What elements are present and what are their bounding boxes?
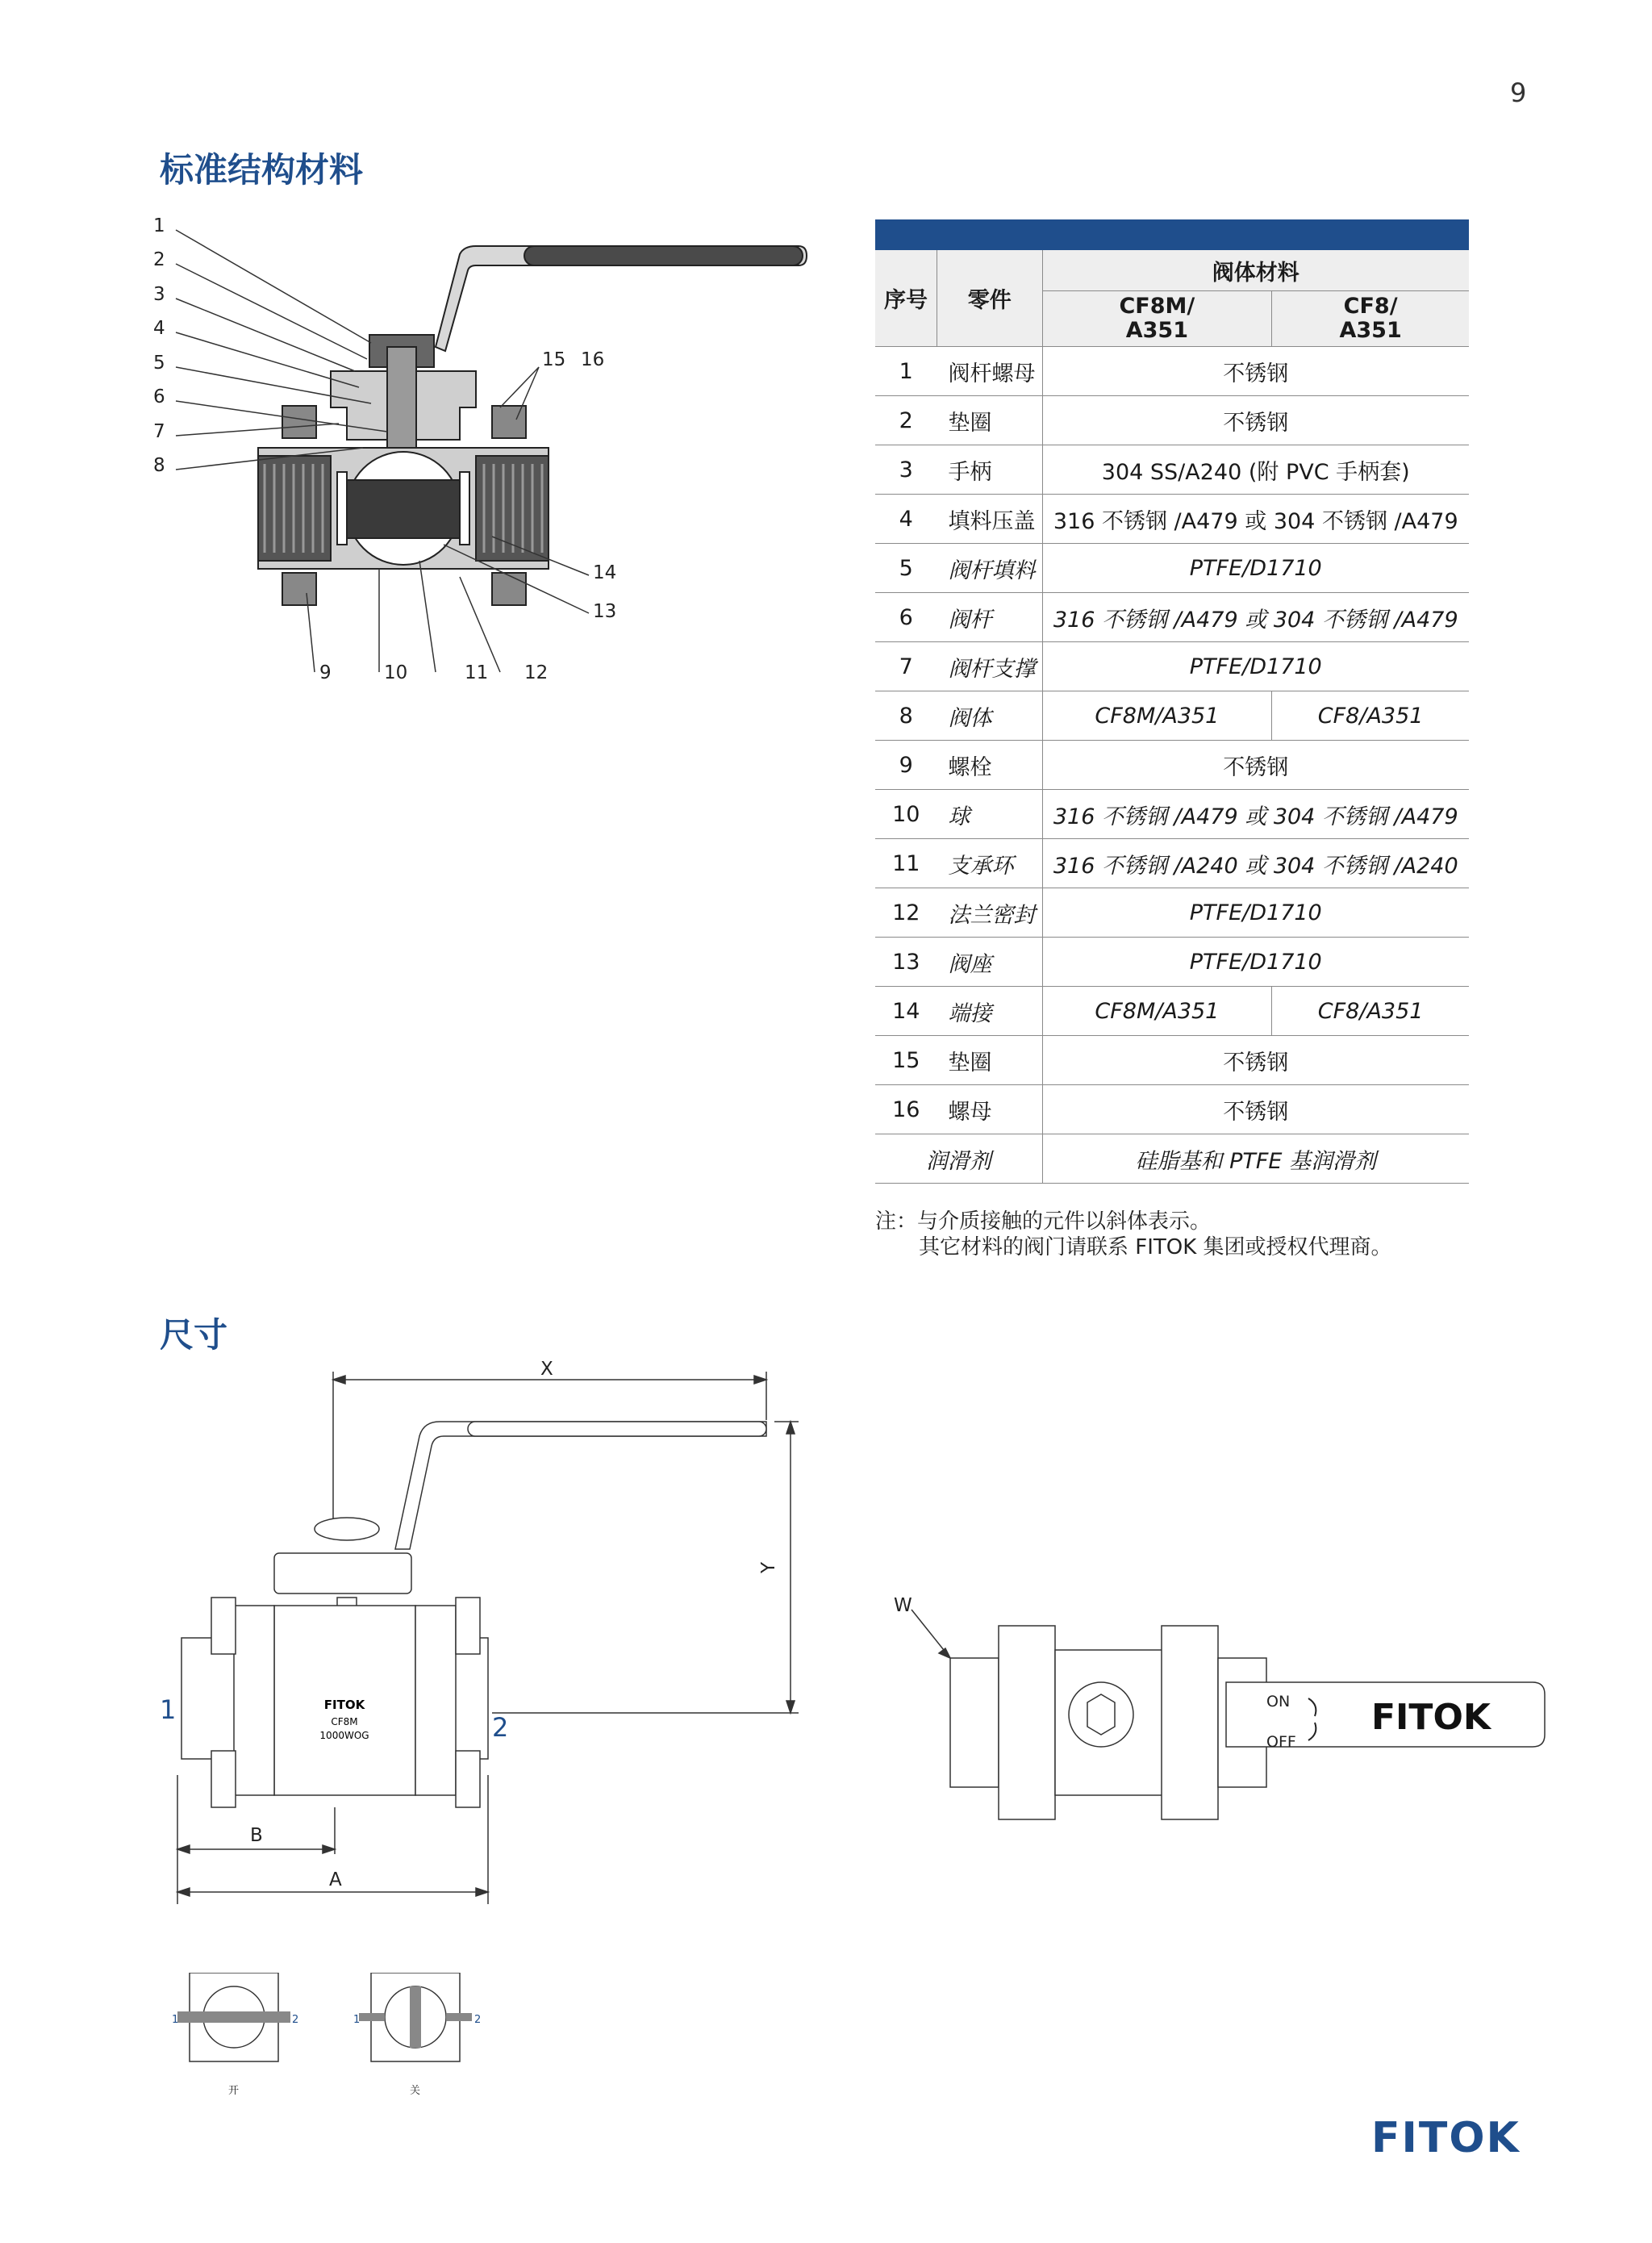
left-end-connector bbox=[950, 1658, 999, 1787]
row-value-cf8: CF8/A351 bbox=[1272, 691, 1469, 741]
bolt-top-right bbox=[456, 1598, 480, 1654]
dim-a-label: A bbox=[329, 1869, 342, 1890]
open-position-bar bbox=[177, 2011, 290, 2023]
callout-10: 10 bbox=[384, 662, 408, 683]
table-row bbox=[875, 938, 1469, 987]
header-part: 零件 bbox=[937, 250, 1043, 347]
row-part: 填料压盖 bbox=[937, 495, 1043, 544]
left-flange bbox=[234, 1606, 274, 1795]
closed-label: 关 bbox=[410, 2085, 421, 2097]
row-num: 13 bbox=[875, 938, 937, 987]
row-part: 阀杆支撑 bbox=[937, 642, 1043, 691]
callout-15: 15 bbox=[542, 349, 566, 370]
right-flange bbox=[1162, 1626, 1218, 1819]
callout-5: 5 bbox=[153, 353, 165, 374]
table-row bbox=[875, 1085, 1469, 1134]
row-part: 支承环 bbox=[937, 839, 1043, 888]
closed-pipe-stub-right bbox=[446, 2013, 472, 2021]
lubricant-label: 润滑剂 bbox=[875, 1134, 1042, 1184]
row-num: 5 bbox=[875, 544, 937, 593]
callout-4: 4 bbox=[153, 318, 165, 339]
header-material: 阀体材料 bbox=[1042, 250, 1469, 291]
ball-bore bbox=[339, 480, 468, 538]
header-seq: 序号 bbox=[875, 250, 937, 347]
row-value: PTFE/D1710 bbox=[1042, 938, 1469, 987]
open-label: 开 bbox=[228, 2085, 240, 2097]
row-part: 阀杆螺母 bbox=[937, 347, 1043, 396]
top-view-drawing bbox=[887, 1585, 1549, 1844]
row-num: 9 bbox=[875, 741, 937, 790]
table-row bbox=[875, 445, 1469, 495]
row-value: 不锈钢 bbox=[1042, 741, 1469, 790]
header-cf8: CF8/ A351 bbox=[1272, 291, 1469, 347]
header-cf8m: CF8M/ A351 bbox=[1042, 291, 1272, 347]
row-num: 2 bbox=[875, 396, 937, 445]
row-part: 螺栓 bbox=[937, 741, 1043, 790]
lubricant-value: 硅脂基和 PTFE 基润滑剂 bbox=[1042, 1134, 1469, 1184]
row-num: 11 bbox=[875, 839, 937, 888]
handle-grip bbox=[524, 246, 803, 265]
row-value-cf8: CF8/A351 bbox=[1272, 987, 1469, 1036]
dimensions-section-title: 尺寸 bbox=[160, 1315, 228, 1355]
right-flange bbox=[415, 1606, 456, 1795]
table-row bbox=[875, 544, 1469, 593]
table-header-row bbox=[875, 250, 1469, 291]
row-value: PTFE/D1710 bbox=[1042, 544, 1469, 593]
table-row bbox=[875, 495, 1469, 544]
row-num: 10 bbox=[875, 790, 937, 839]
row-part: 阀座 bbox=[937, 938, 1043, 987]
closed-port-2: 2 bbox=[474, 2014, 482, 2026]
row-num: 3 bbox=[875, 445, 937, 495]
note-line-1: 注：与介质接触的元件以斜体表示。 bbox=[875, 1209, 1212, 1234]
valve-cross-section-drawing bbox=[153, 206, 815, 690]
row-part: 端接 bbox=[937, 987, 1043, 1036]
closed-port-1: 1 bbox=[353, 2014, 361, 2026]
row-num: 12 bbox=[875, 888, 937, 938]
closed-pipe-stub-left bbox=[359, 2013, 385, 2021]
table-row bbox=[875, 790, 1469, 839]
bolt-bottom-right bbox=[456, 1751, 480, 1807]
port-2-label: 2 bbox=[492, 1712, 509, 1743]
row-num: 15 bbox=[875, 1036, 937, 1085]
handle-brand: FITOK bbox=[1371, 1697, 1491, 1738]
row-num: 4 bbox=[875, 495, 937, 544]
table-row-lubricant bbox=[875, 1134, 1469, 1184]
row-num: 16 bbox=[875, 1085, 937, 1134]
table-row bbox=[875, 1036, 1469, 1085]
row-value: 不锈钢 bbox=[1042, 1085, 1469, 1134]
row-value: 304 SS/A240 (附 PVC 手柄套) bbox=[1042, 445, 1469, 495]
callout-3: 3 bbox=[153, 284, 165, 305]
callout-1: 1 bbox=[153, 215, 165, 236]
body-brand: FITOK bbox=[323, 1698, 365, 1712]
row-value: PTFE/D1710 bbox=[1042, 888, 1469, 938]
stem-nut bbox=[315, 1518, 379, 1540]
materials-section-title: 标准结构材料 bbox=[160, 150, 364, 190]
handle-grip bbox=[468, 1422, 766, 1436]
callout-14: 14 bbox=[593, 562, 617, 583]
seat-right bbox=[460, 472, 469, 545]
position-icons bbox=[165, 1973, 504, 2114]
bonnet bbox=[274, 1553, 411, 1593]
bolt-bottom-left bbox=[211, 1751, 236, 1807]
callout-11: 11 bbox=[465, 662, 489, 683]
callout-8: 8 bbox=[153, 455, 165, 476]
bolt-top-right bbox=[492, 406, 526, 438]
row-value-cf8m: CF8M/A351 bbox=[1042, 987, 1272, 1036]
materials-table bbox=[875, 250, 1469, 1184]
body-material: CF8M bbox=[331, 1716, 358, 1727]
dim-b-label: B bbox=[250, 1825, 263, 1846]
callout-13: 13 bbox=[593, 601, 617, 622]
row-value: 不锈钢 bbox=[1042, 396, 1469, 445]
row-value: 316 不锈钢 /A479 或 304 不锈钢 /A479 bbox=[1042, 495, 1469, 544]
open-port-2: 2 bbox=[292, 2014, 299, 2026]
row-part: 垫圈 bbox=[937, 396, 1043, 445]
row-num: 14 bbox=[875, 987, 937, 1036]
handle-off-label: OFF bbox=[1266, 1733, 1296, 1751]
row-part: 螺母 bbox=[937, 1085, 1043, 1134]
bolt-bottom-left bbox=[282, 573, 316, 605]
row-value-cf8m: CF8M/A351 bbox=[1042, 691, 1272, 741]
row-value: 316 不锈钢 /A479 或 304 不锈钢 /A479 bbox=[1042, 593, 1469, 642]
bolt-top-left bbox=[282, 406, 316, 438]
callout-9: 9 bbox=[319, 662, 332, 683]
table-row bbox=[875, 987, 1469, 1036]
handle bbox=[395, 1422, 766, 1549]
dim-w-label: W bbox=[894, 1595, 912, 1616]
front-view-dimension-drawing bbox=[153, 1355, 831, 1920]
table-row bbox=[875, 741, 1469, 790]
callout-6: 6 bbox=[153, 386, 165, 407]
row-part: 手柄 bbox=[937, 445, 1043, 495]
handle-on-label: ON bbox=[1266, 1693, 1291, 1710]
row-value: PTFE/D1710 bbox=[1042, 642, 1469, 691]
open-port-1: 1 bbox=[172, 2014, 179, 2026]
row-part: 球 bbox=[937, 790, 1043, 839]
page-number: 9 bbox=[1510, 77, 1527, 108]
row-part: 阀杆 bbox=[937, 593, 1043, 642]
callout-12: 12 bbox=[524, 662, 549, 683]
bolt-bottom-right bbox=[492, 573, 526, 605]
row-part: 阀杆填料 bbox=[937, 544, 1043, 593]
note-line-2: 其它材料的阀门请联系 FITOK 集团或授权代理商。 bbox=[919, 1235, 1392, 1259]
table-row bbox=[875, 839, 1469, 888]
table-row bbox=[875, 593, 1469, 642]
port-1-label: 1 bbox=[160, 1694, 177, 1725]
row-num: 1 bbox=[875, 347, 937, 396]
closed-position-bar bbox=[410, 1986, 421, 2048]
row-part: 法兰密封 bbox=[937, 888, 1043, 938]
note bbox=[875, 1209, 1392, 1260]
row-part: 垫圈 bbox=[937, 1036, 1043, 1085]
table-row bbox=[875, 347, 1469, 396]
table-row bbox=[875, 396, 1469, 445]
row-num: 8 bbox=[875, 691, 937, 741]
row-value: 316 不锈钢 /A240 或 304 不锈钢 /A240 bbox=[1042, 839, 1469, 888]
row-value: 不锈钢 bbox=[1042, 347, 1469, 396]
row-value: 不锈钢 bbox=[1042, 1036, 1469, 1085]
table-header-bar bbox=[875, 219, 1469, 250]
callout-2: 2 bbox=[153, 249, 165, 270]
dim-y-label: Y bbox=[758, 1561, 779, 1573]
seat-left bbox=[337, 472, 347, 545]
callout-16: 16 bbox=[581, 349, 605, 370]
row-value: 316 不锈钢 /A479 或 304 不锈钢 /A479 bbox=[1042, 790, 1469, 839]
body-rating: 1000WOG bbox=[319, 1730, 369, 1741]
left-flange bbox=[999, 1626, 1055, 1819]
row-num: 6 bbox=[875, 593, 937, 642]
table-row bbox=[875, 642, 1469, 691]
table-row bbox=[875, 691, 1469, 741]
footer-logo: FITOK bbox=[1371, 2114, 1521, 2162]
table-row bbox=[875, 888, 1469, 938]
row-part: 阀体 bbox=[937, 691, 1043, 741]
dim-x-label: X bbox=[540, 1359, 553, 1380]
bolt-top-left bbox=[211, 1598, 236, 1654]
left-end-connector bbox=[258, 456, 331, 561]
callout-7: 7 bbox=[153, 421, 165, 442]
row-num: 7 bbox=[875, 642, 937, 691]
stem-hex bbox=[1087, 1694, 1115, 1735]
